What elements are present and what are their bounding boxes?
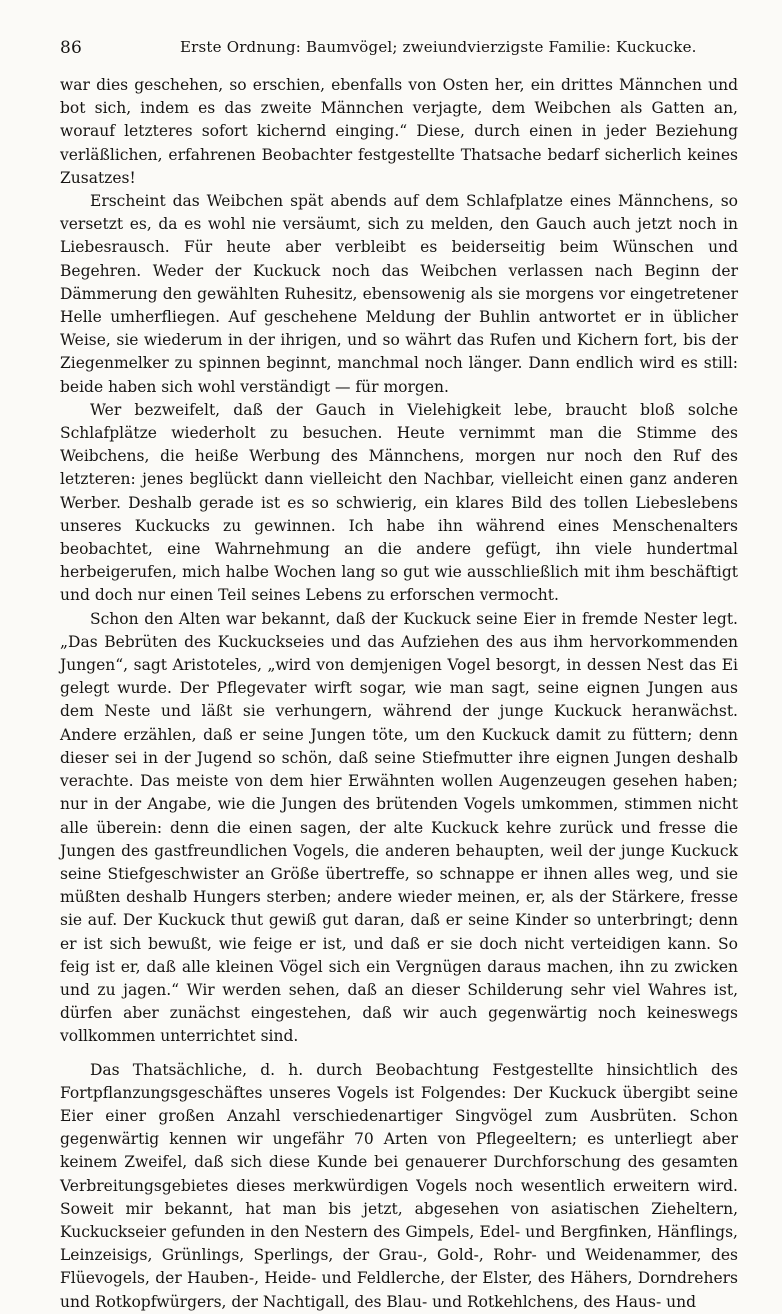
paragraph-3: Wer bezweifelt, daß der Gauch in Vielehigkeit lebe, braucht bloß solche Schlafplätze wiederholt zu besuchen. Heute vernimmt man die Stimme des Weibchens, die heiße Werbung des Männchens, morgen nur noch den Ruf des letzteren: jenes beglückt dann vielleicht den Nachbar, vielleicht einen ganz anderen Werber. Deshalb gerade ist es so schwierig, ein klares Bild des tollen Liebeslebens unseres Kuckucks zu gewinnen. Ich habe ihn während eines Menschenalters beobachtet, eine Wahrnehmung an die andere gefügt, ihn viele hundertmal herbeigerufen, mich halbe Wochen lang so gut wie ausschließlich mit ihm beschäftigt und doch nur einen Teil seines Lebens zu erforschen vermocht. (60, 400, 738, 605)
paragraph-4: Schon den Alten war bekannt, daß der Kuckuck seine Eier in fremde Nester legt. „Das Bebrüten des Kuckuckseies und das Aufziehen des aus ihm hervorkommenden Jungen“, sagt Aristoteles, „wird von demjenigen Vogel besorgt, in dessen Nest das Ei gelegt wurde. Der Pflegevater wirft sogar, wie man sagt, seine eignen Jungen aus dem Neste und läßt sie verhungern, während der junge Kuckuck heranwächst. Andere erzählen, daß er seine Jungen töte, um den Kuckuck damit zu füttern; denn dieser sei in der Jugend so schön, daß seine Stiefmutter ihre eignen Jungen deshalb verachte. Das meiste von dem hier Erwähnten wollen Augenzeugen gesehen haben; nur in der Angabe, wie die Jungen des brütenden Vogels umkommen, stimmen nicht alle überein: denn die einen sagen, der alte Kuckuck kehre zurück und fresse die Jungen des gastfreundlichen Vogels, die anderen behaupten, weil der junge Kuckuck seine Stiefgeschwister an Größe übertreffe, so schnappe er ihnen alles weg, und sie müßten deshalb Hungers sterben; andere wieder meinen, er, als der Stärkere, fresse sie auf. Der Kuckuck thut gewiß gut daran, daß er seine Kinder so unterbringt; denn er ist sich bewußt, wie feige er ist, und daß er sie doch nicht verteidigen kann. So feig ist er, daß alle kleinen Vögel sich ein Vergnügen daraus machen, ihn zu zwicken und zu jagen.“ Wir werden sehen, daß an dieser Schilderung sehr viel Wahres ist, dürfen aber zunächst eingestehen, daß wir auch gegenwärtig noch keineswegs vollkommen unterrichtet sind. (60, 609, 738, 1046)
body-text (60, 74, 738, 1314)
page-number: 86 (60, 38, 83, 58)
page-header (60, 38, 738, 64)
paragraph-5: Das Thatsächliche, d. h. durch Beobachtung Festgestellte hinsichtlich des Fortpflanzungsgeschäftes unseres Vogels ist Folgendes: Der Kuckuck übergibt seine Eier einer großen Anzahl verschiedenartiger Singvögel zum Ausbrüten. Schon gegenwärtig kennen wir ungefähr 70 Arten von Pflegeeltern; es unterliegt aber keinem Zweifel, daß sich diese Kunde bei genauerer Durchforschung des gesamten Verbreitungsgebietes dieses merkwürdigen Vogels noch wesentlich erweitern wird. Soweit mir bekannt, hat man bis jetzt, abgesehen von asiatischen Zieheltern, Kuckuckseier gefunden in den Nestern des Gimpels, Edel- und Bergfinken, Hänflings, Leinzeisigs, Grünlings, Sperlings, der Grau-, Gold-, Rohr- und Weidenammer, des Flüevogels, der Hauben-, Heide- und Feldlerche, der Elster, des Hähers, Dorndrehers und Rotkopfwürgers, der Nachtigall, des Blau- und Rotkehlchens, des Haus- und (60, 1060, 738, 1311)
paragraph-1: war dies geschehen, so erschien, ebenfalls von Osten her, ein drittes Männchen und bot sich, indem es das zweite Männchen verjagte, dem Weibchen als Gatten an, worauf letzteres sofort kichernd einging.“ Diese, durch einen in jeder Beziehung verläßlichen, erfahrenen Beobachter festgestellte Thatsache bedarf sicherlich keines Zusatzes! (60, 76, 738, 187)
running-head: Erste Ordnung: Baumvögel; zweiundvierzigste Familie: Kuckucke. (180, 38, 697, 56)
paragraph-2: Erscheint das Weibchen spät abends auf dem Schlafplatze eines Männchens, so versetzt es, da es wohl nie versäumt, sich zu melden, den Gauch auch jetzt noch in Liebesrausch. Für heute aber verbleibt es beiderseitig beim Wünschen und Begehren. Weder der Kuckuck noch das Weibchen verlassen nach Beginn der Dämmerung den gewählten Ruhesitz, ebensowenig als sie morgens vor eingetretener Helle umherfliegen. Auf geschehene Meldung der Buhlin antwortet er in üblicher Weise, sie wiederum in der ihrigen, und so währt das Rufen und Kichern fort, bis der Ziegenmelker zu spinnen beginnt, manchmal noch länger. Dann endlich wird es still: beide haben sich wohl verständigt — für morgen. (60, 192, 738, 396)
